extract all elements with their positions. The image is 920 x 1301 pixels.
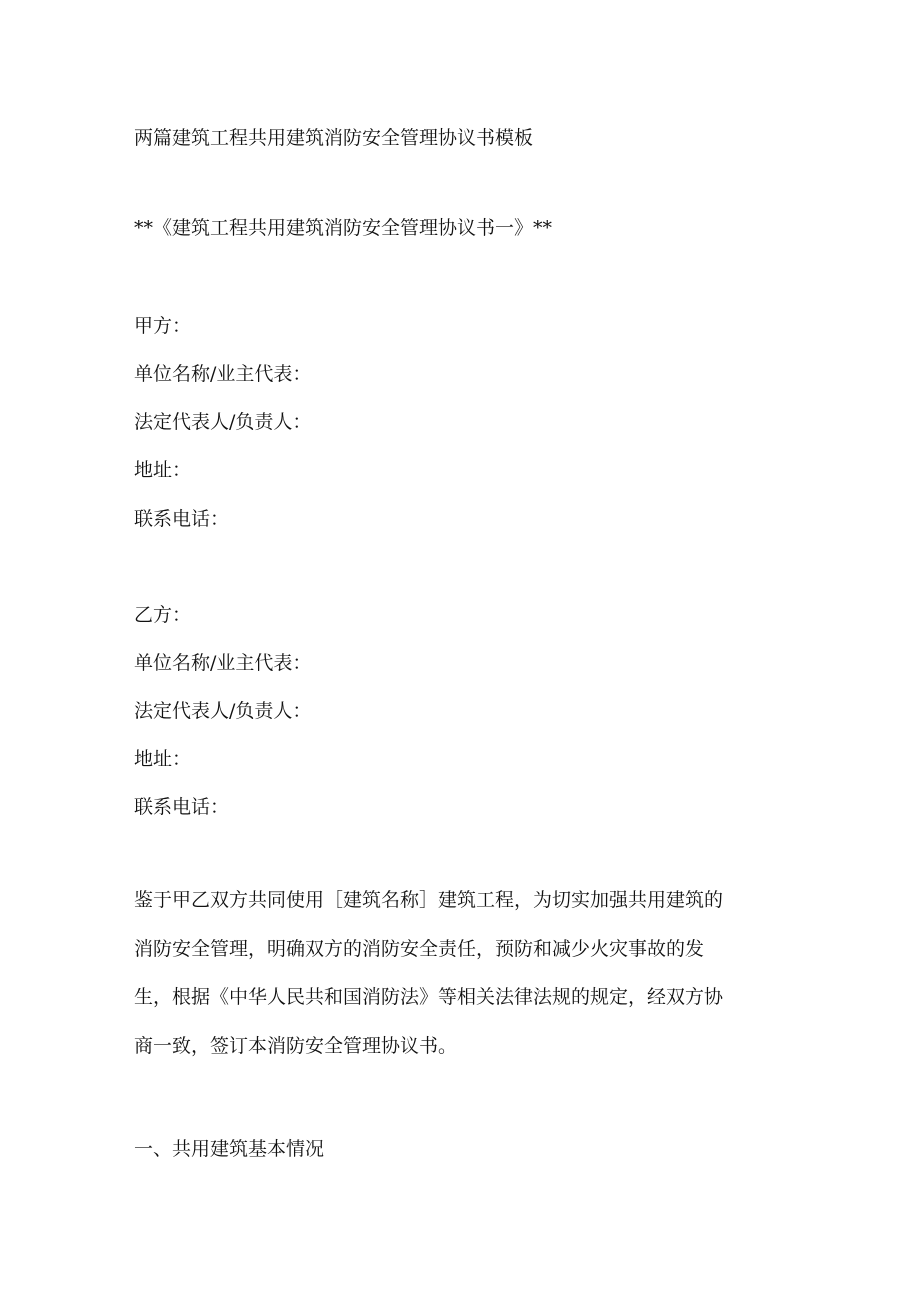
preamble-line: 鉴于甲乙双方共同使用［建筑名称］建筑工程，为切实加强共用建筑的 xyxy=(134,889,724,911)
party-b-phone: 联系电话： xyxy=(134,796,230,818)
party-a-legal-rep: 法定代表人/负责人： xyxy=(134,411,312,433)
party-a-heading: 甲方： xyxy=(134,315,192,337)
party-b-heading: 乙方： xyxy=(134,604,192,626)
section-1-heading: 一、共用建筑基本情况 xyxy=(134,1138,325,1160)
preamble-line: 商一致，签订本消防安全管理协议书。 xyxy=(134,1034,458,1057)
party-a-unit-name: 单位名称/业主代表： xyxy=(134,363,312,385)
agreement-subtitle: **《建筑工程共用建筑消防安全管理协议书一》** xyxy=(134,217,553,239)
preamble-paragraph xyxy=(134,876,774,1070)
party-b-unit-name: 单位名称/业主代表： xyxy=(134,652,312,674)
party-b-legal-rep: 法定代表人/负责人： xyxy=(134,700,312,722)
party-a-address: 地址： xyxy=(134,459,192,481)
preamble-line: 生，根据《中华人民共和国消防法》等相关法律法规的规定，经双方协 xyxy=(134,986,724,1008)
preamble-line: 消防安全管理，明确双方的消防安全责任，预防和减少火灾事故的发 xyxy=(134,937,705,960)
party-b-address: 地址： xyxy=(134,748,192,770)
party-a-phone: 联系电话： xyxy=(134,508,230,530)
document-title: 两篇建筑工程共用建筑消防安全管理协议书模板 xyxy=(134,127,534,149)
